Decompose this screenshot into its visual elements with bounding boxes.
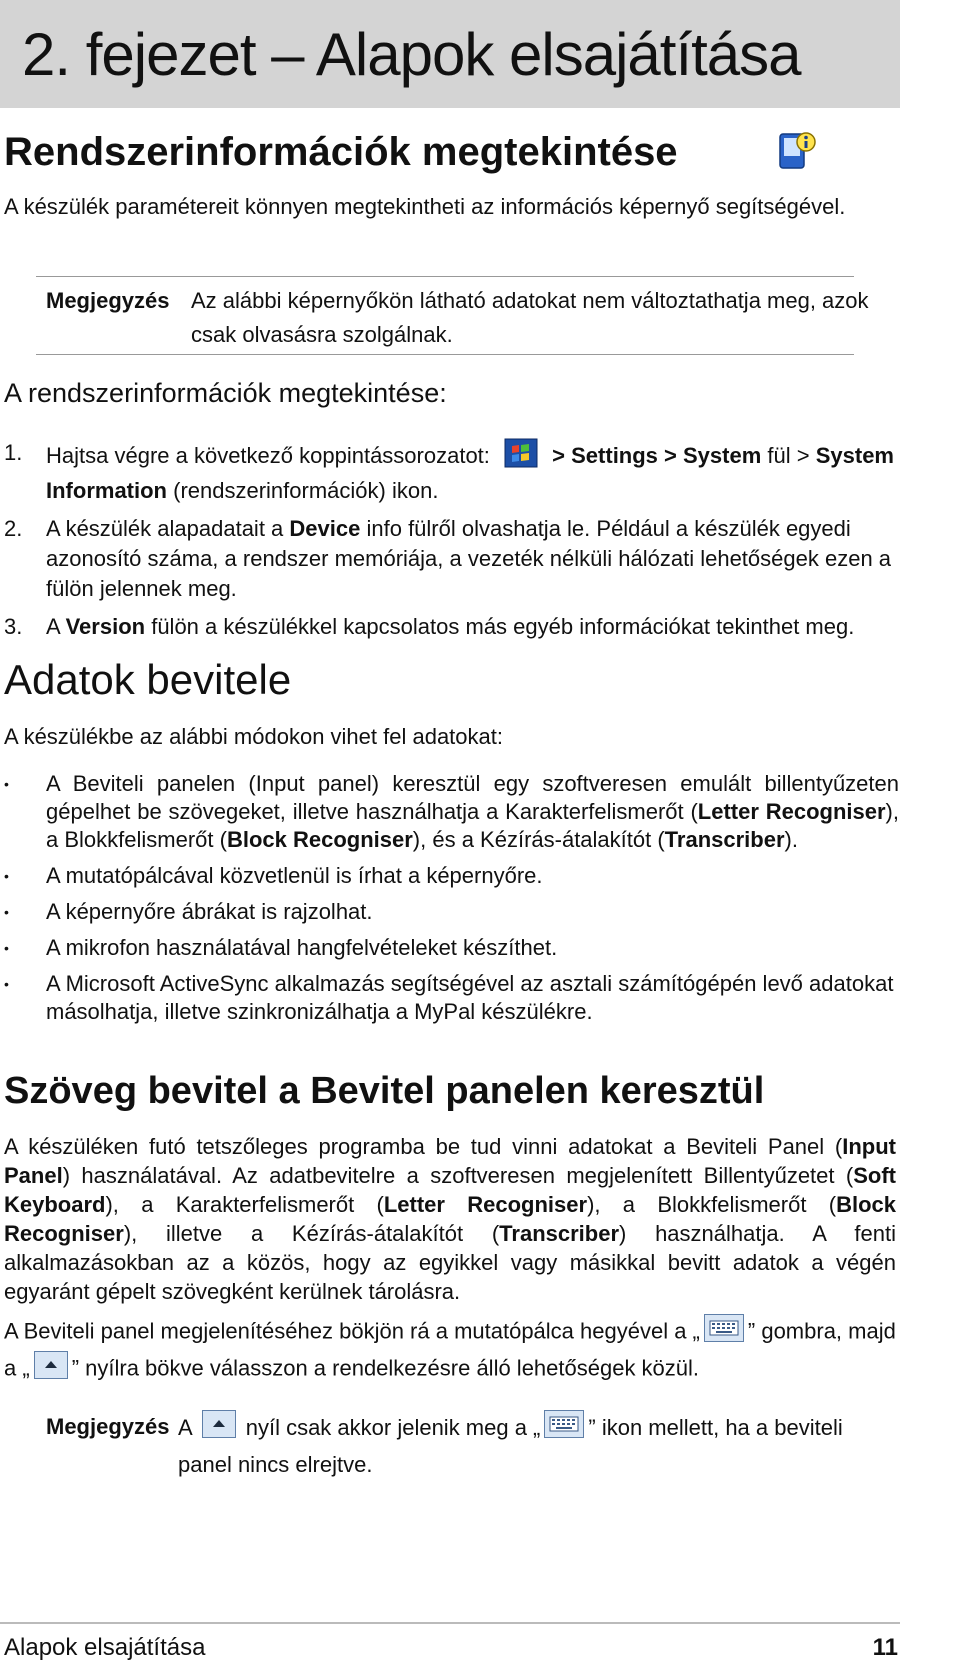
- para-bold: Letter Recogniser: [383, 1192, 588, 1217]
- section-heading-data-input: Adatok bevitele: [4, 656, 292, 703]
- bullet-dot: •: [4, 940, 9, 956]
- step-item: [4, 612, 899, 642]
- section-heading-input-panel: Szöveg bevitel a Bevitel panelen keresztül: [4, 1070, 765, 1112]
- windows-start-icon: [504, 438, 538, 476]
- sysinfo-intro: A készülék paramétereit könnyen megtekintheti az információs képernyő segítségével.: [4, 194, 846, 219]
- para-text: ), illetve a Kézírás-átalakítót (: [123, 1221, 500, 1246]
- page-number: 11: [872, 1634, 898, 1661]
- data-input-intro: A készülékbe az alábbi módokon vihet fel adatokat:: [4, 724, 503, 749]
- sysinfo-icon: [776, 132, 816, 177]
- step-text: Hajtsa végre a következő koppintássorozatot:: [46, 442, 490, 468]
- step-bold: Version: [65, 614, 146, 639]
- note-text: A: [178, 1414, 192, 1440]
- steps-list: [4, 438, 899, 650]
- bullet-bold: Block Recogniser: [226, 827, 413, 852]
- bullet-text: ), a Blokkfelismerőt (: [46, 799, 899, 852]
- para-bold: Block Recogniser: [4, 1192, 897, 1246]
- keyboard-icon: [704, 1314, 744, 1351]
- step-text: info fülről olvashatja le. Például a készülék egyedi azonosító száma, a rendszer memóriája, a vezeték nélküli hálózati lehetőségek ezen a fülön jelennek meg.: [46, 516, 892, 601]
- note-readonly: [46, 284, 869, 354]
- bullet-text: A Microsoft ActiveSync alkalmazás segítségével az asztali számítógépén levő adatokat másolhatja, illetve szinkronizálhatja a MyPal készülékre.: [46, 971, 894, 1024]
- para-bold: Soft Keyboard: [4, 1163, 896, 1217]
- note-top-rule: [36, 276, 854, 277]
- step-item: [4, 438, 899, 506]
- para-bold: Transcriber: [499, 1221, 620, 1246]
- arrow-up-icon: [34, 1351, 68, 1388]
- bullet-text: A képernyőre ábrákat is rajzolhat.: [46, 899, 373, 924]
- step-text: fülön a készülékkel kapcsolatos más egyéb információkat tekinthet meg.: [151, 614, 855, 639]
- para-text: ), a Blokkfelismerőt (: [587, 1192, 837, 1217]
- input-panel-para1: [4, 1132, 896, 1306]
- chapter-title: 2. fejezet – Alapok elsajátítása: [22, 21, 801, 88]
- bullet-text: ), és a Kézírás-átalakítót (: [412, 827, 665, 852]
- para-text: A Beviteli panel megjelenítéséhez bökjön rá a mutatópálca hegyével a „: [4, 1318, 700, 1344]
- note-text: ” ikon mellett, ha a beviteli panel nincs elrejtve.: [178, 1414, 843, 1477]
- bullet-text: A mutatópálcával közvetlenül is írhat a képernyőre.: [46, 863, 543, 888]
- input-panel-para2: [4, 1314, 896, 1388]
- bullet-dot: •: [4, 976, 9, 992]
- step-bold: System Information: [46, 442, 894, 503]
- step-number: 3.: [4, 614, 23, 639]
- bullet-bold: Transcriber: [664, 827, 785, 852]
- step-bold: > Settings > System: [552, 442, 762, 468]
- para-text: ) használatával. Az adatbevitelre a szoftveresen megjelenített Billentyűzetet (: [62, 1163, 854, 1188]
- keyboard-icon: [544, 1410, 584, 1448]
- note-text: Az alábbi képernyőkön látható adatokat nem változtathatja meg, azok csak olvasásra szolgálnak.: [191, 288, 869, 347]
- bullet-item: [4, 898, 899, 926]
- step-text: fül >: [767, 442, 810, 468]
- footer-rule: [0, 1622, 900, 1624]
- bullet-item: [4, 862, 899, 890]
- bullet-bold: Letter Recogniser: [697, 799, 886, 824]
- step-text: A készülék alapadatait a: [46, 516, 284, 541]
- note-bottom-rule: [36, 354, 854, 355]
- note-label: Megjegyzés: [46, 288, 170, 313]
- section-heading-sysinfo: Rendszerinformációk megtekintése: [4, 130, 678, 174]
- chapter-header-bar: [0, 0, 900, 108]
- step-item: [4, 514, 899, 604]
- note-text: nyíl csak akkor jelenik meg a „: [245, 1414, 541, 1440]
- note-label: Megjegyzés: [46, 1414, 170, 1439]
- bullet-text: ).: [784, 827, 798, 852]
- bullet-text: A Beviteli panelen (Input panel) keresztül egy szoftveresen emulált billentyűzeten gépelhet be szövegeket, illetve használhatja a Karakterfelismerőt (: [46, 771, 899, 824]
- bullet-dot: •: [4, 868, 9, 884]
- step-bold: Device: [289, 516, 361, 541]
- para-bold: Input Panel: [4, 1134, 896, 1188]
- note-text-block: [178, 1410, 868, 1482]
- step-number: 1.: [4, 440, 23, 465]
- footer-section-title: Alapok elsajátítása: [4, 1634, 206, 1661]
- data-input-bullets: [4, 770, 899, 1034]
- para-text: ” nyílra bökve válasszon a rendelkezésre álló lehetőségek közül.: [71, 1355, 700, 1381]
- bullet-item: [4, 934, 899, 962]
- arrow-up-icon: [202, 1410, 236, 1448]
- para-text: ” gombra, majd a „: [4, 1318, 896, 1381]
- para-text: A készüléken futó tetszőleges programba be tud vinni adatokat a Beviteli Panel (: [4, 1134, 843, 1159]
- step-text: A: [46, 614, 60, 639]
- bullet-dot: •: [4, 776, 9, 792]
- bullet-item: [4, 970, 899, 1026]
- bullet-text: A mikrofon használatával hangfelvételeket készíthet.: [46, 935, 558, 960]
- bullet-dot: •: [4, 904, 9, 920]
- subheading-view-sysinfo: A rendszerinformációk megtekintése:: [4, 378, 447, 408]
- step-text: (rendszerinformációk) ikon.: [173, 478, 439, 503]
- step-number: 2.: [4, 516, 23, 541]
- note-arrow: [46, 1410, 866, 1478]
- para-text: ), a Karakterfelismerőt (: [105, 1192, 384, 1217]
- para-text: ) használhatja. A fenti alkalmazásokban az a közös, hogy az egyikkel vagy másikkal bevitt adatok a végén egyaránt gépelt szövegként kerülnek tárolásra.: [4, 1221, 896, 1304]
- bullet-item: [4, 770, 899, 854]
